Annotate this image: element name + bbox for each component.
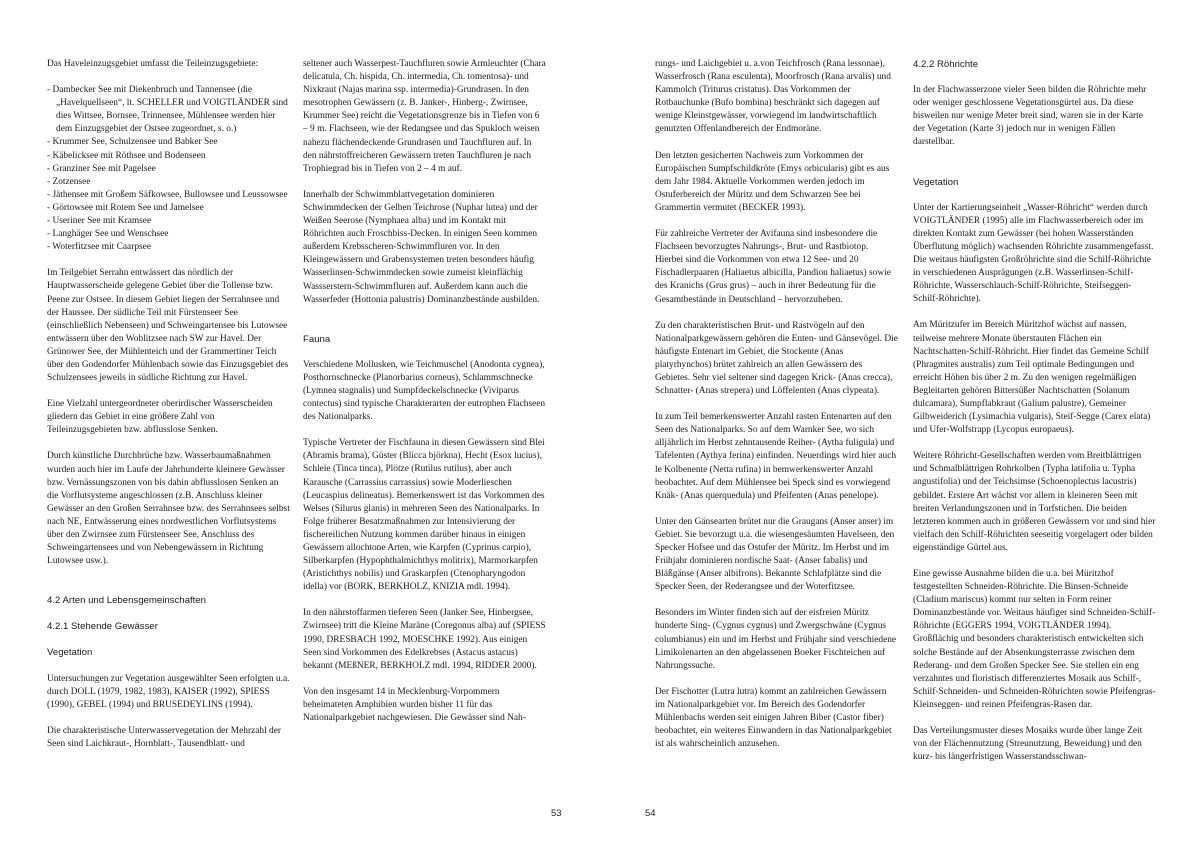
paragraph: Eine gewisse Ausnahme bilden die u.a. bei Müritzhof festgestellten Schneiden-Röhrichte. Die Binsen-Schneide (Cladium mariscus) kommt nur selten in Form reiner Dominanzbestände vor. Weitaus häufiger sind Schneiden-Schilf-Röhrichte (EGGERS 1994, VOIGTLÄNDER 1994). Großflächig und besonders charakteristisch entwickelten sich solche Bestände auf der Absenkungsterrasse zwischen dem Rederang- und dem Großen Specker See. Sie stellen ein eng verzahntes und floristisch differenziertes Mosaik aus Schilf-, Schilf-Schneiden- und Schneiden-Röhrichten sowie Pfeifengras-Kleinseggen- und reinen Pfeifengras-Rasen dar. bbox=[913, 569, 1156, 710]
paragraph: Für zahlreiche Vertreter der Avifauna sind insbesondere die Flachseen bevorzugtes Nahrungs-, Brut- und Rastbiotop. Hierbei sind die Vorkommen von etwa 12 See- und 20 Fischadlerpaaren (Haliaetus albicilla, Pandion haliaetus) sowie des Kranichs (Grus grus) – auch in ihrer Bedeutung für die Gesamtbestände in Deutschland – hervorzuheben. bbox=[655, 229, 891, 305]
paragraph: Das Haveleinzugsgebiet umfasst die Teileinzugsgebiete: bbox=[47, 59, 259, 69]
paragraph: Innerhalb der Schwimmblattvegetation dominieren Schwimmdecken der Gelben Teichrose (Nuphar lutea) und der Weißen Seerose (Nymphaea alba) und im Kontakt mit Röhrichten auch Froschbiss-Decken. In einigen Seen kommen außerdem Krebsscheren-Schwimmfluren vor. In den Kleingewässern und Grabensystemen treten besonders häufig Wasserlinsen-Schwimmdecken sowie zumeist kleinflächig Wassserstern-Schwimmfluren auf. Außerdem kann auch die Wasserfeder (Hottonia palustris) Dominanzbestände ausbilden. bbox=[303, 189, 540, 305]
list-item: - Krummer See, Schulzensee und Babker See bbox=[47, 137, 218, 148]
paragraph: Untersuchungen zur Vegetation ausgewählter Seen erfolgten u.a. durch DOLL (1979, 1982, 1983), KAISER (1992), SPIESS (1990), GEBEL (1994) und BRUSEDEYLINS (1994). bbox=[47, 673, 290, 710]
list-item: - Granziner See mit Pagelsee bbox=[47, 163, 156, 174]
paragraph: Besonders im Winter finden sich auf der eisfreien Müritz hunderte Sing- (Cygnus cygnus) und Zwergschwäne (Cygnus columbianus) ein und im Herbst und Frühjahr sind verschiedene Limikolenarten an den abgelassenen Boeker Fischteichen auf Nahrungssuche. bbox=[655, 608, 897, 671]
list-item: - Jäthensee mit Großem Säfkowsee, Bullowsee und Leussowsee bbox=[47, 189, 288, 200]
paragraph: Typische Vertreter der Fischfauna in diesen Gewässern sind Blei (Abramis brama), Güster (Blicca björkna), Hecht (Esox lucius), Schleie (Tinca tinca), Plötze (Rutilus rutilus), aber auch Karausche (Carrassius carrassius) sowie Moderlieschen (Leucaspius delineatus). Bemerkenswert ist das Vorkommen des Welses (Silurus glanis) in mehreren Seen des Nationalparks. In Folge früherer Besatzmaßnahmen zur Intensivierung der fischereilichen Nutzung kommen darüber hinaus in einigen Gewässern allochtone Arten, wie Karpfen (Cyprinus carpio), Silberkarpfen (Hypophthalmichthys molitrix), Marmorkarpfen (Aristichthys nobilis) und Graskarpfen (Ctenopharyngodon idella) vor (BORK, BERKHOLZ, KNIZIA mdl. 1994). bbox=[303, 438, 545, 593]
paragraph: Von den insgesamt 14 in Mecklenburg-Vorpommern beheimateten Amphibien wurden bisher 11 für das Nationalparkgebiet nachgewiesen. Die Gewässer sind Nah- bbox=[303, 686, 526, 724]
paragraph: In der Flachwasserzone vieler Seen bilden die Röhrichte mehr oder weniger geschlossene Vegetationsgürtel aus. Da diese bisweilen nur wenige Meter breit sind, waren sie in der Karte der Vegetation (Karte 3) jedoch nur in wenigen Fällen darstellbar. bbox=[913, 85, 1147, 148]
section-heading: 4.2 Arten und Lebensgemeinschaften bbox=[47, 595, 206, 607]
paragraph: Unter der Kartierungseinheit „Wasser-Röhricht“ werden durch VOIGTLÄNDER (1995) alle im Flachwasserbereich oder im direkten Kontakt zum Gewässer (bei hohen Wasserständen Überflutung möglich) wachsenden Röhrichte zusammengefasst. Die weitaus häufigsten Großröhrichte sind die Schilf-Röhrichte in verschiedenen Ausprägungen (z.B. Wasserlinsen-Schilf-Röhrichte, Wasserschlauch-Schilf-Röhrichte, Steifseggen-Schilf-Röhrichte). bbox=[913, 202, 1154, 305]
column-2 bbox=[303, 58, 546, 738]
subsection-heading: 4.2.1 Stehende Gewässer bbox=[47, 621, 158, 633]
paragraph: Verschiedene Mollusken, wie Teichmuschel (Anodonta cygnea), Posthornschnecke (Planorbarius corneus), Schlammschnecke (Lymnea stagnalis) und Sumpfdeckelschnecke (Viviparus contectus) sind typische Charakterarten der eutrophen Flachseen des Nationalparks. bbox=[303, 359, 546, 423]
paragraph: seltener auch Wasserpest-Tauchfluren sowie Armleuchter (Chara delicatula, Ch. hispida, Ch. intermedia, Ch. tomentosa)- und Nixkraut (Najas marina ssp. intermedia)-Grundrasen. In den mesotrophen Gewässern (z. B. Janker-, Hinberg-, Zwirnsee, Krummer See) reicht die Vegetationsgrenze bis in Tiefen von 6 – 9 m. Flachseen, wie der Redangsee und das Spukloch weisen nahezu flächendeckende Grundrasen und Tauchfluren auf. In den nährstoffreicheren Gewässern treten Tauchfluren je nach Trophiegrad bis in Tiefen von 2 – 4 m auf. bbox=[303, 59, 546, 174]
subsection-heading: 4.2.2 Röhrichte bbox=[913, 59, 979, 70]
list-item: - Dambecker See mit Diekenbruch und Tannensee (die „Havelquellseen“, lt. SCHELLER und VOIGTLÄNDER sind dies Wittsee, Bornsee, Trinnensee, Mühlensee werden hier dem Einzugsgebiet der Ostsee zugeordnet, s. o.) bbox=[47, 85, 288, 135]
list-item: - Langhäger See und Wenschsee bbox=[47, 229, 169, 240]
paragraph: In zum Teil bemerkenswerter Anzahl rasten Entenarten auf den Seen des Nationalparks. So auf dem Warnker See, wo sich alljährlich im Herbst zehntausende Reiher- (Aytha fuligula) und Tafelenten (Aythya ferina) einfinden. Neuerdings wird hier auch le Kolbenente (Netta rufina) in bemwerkenswerter Anzahl beobachtet. Auf dem Mühlensee bei Speck sind es vorwiegend Knäk- (Anas querquedula) und Pfeifenten (Anas penelope). bbox=[655, 412, 897, 501]
catchment-list bbox=[47, 84, 291, 254]
paragraph: Eine Vielzahl untergeordneter oberirdischer Wasserscheiden gliedern das Gebiet in eine größere Zahl von Teileinzugsgebieten bzw. abflusslose Senken. bbox=[47, 399, 273, 436]
list-item: - Woterfitzsee mit Caarpsee bbox=[47, 242, 151, 253]
subheading-fauna: Fauna bbox=[303, 333, 331, 345]
list-item: - Käbelicksee mit Röthsee und Bodenseen bbox=[47, 150, 206, 161]
paragraph: Zu den charakteristischen Brut- und Rastvögeln auf den Nationalparkgewässern gehören die Enten- und Gänsevögel. Die häufigste Entenart im Gebiet, die Stockente (Anas platyrhynchos) brütet zahlreich an allen Gewässern des Gebietes. Sehr viel seltener sind dagegen Krick- (Anas crecca), Schnatter- (Anas strepera) und Löffelenten (Anas clypeata). bbox=[655, 320, 898, 397]
paragraph: Im Teilgebiet Serrahn entwässert das nördlich der Hauptwasserscheide gelegene Gebiet über die Tollense bzw. Peene zur Ostsee. In diesem Gebiet liegen der Serrahnsee und der Haussee. Der südliche Teil mit Fürstenseer See (einschließlich Nebenseen) und Schweingartensee bis Lutowsee entwässern über den Woblitzsee nach SW zur Havel. Der Grünower See, der Mühlenteich und der Grammertiner Teich über den Godendorfer Mühlenbach sowie das Einzugsgebiet des Schulzensees jeweils in südliche Richtung zur Havel. bbox=[47, 268, 289, 384]
paragraph: Weitere Röhricht-Gesellschaften werden vom Breitblättrigen und Schmalblättrigen Rohrkolben (Typha latifolia u. Typha angustifolia) und der Teichsimse (Schoenoplectus lacustris) gebildet. Erstere Art wächst vor allem in kleineren Seen mit breiten Verlandungszonen und in Torfstichen. Die beiden letzteren kommen auch in größeren Gewässern vor und sind hier vielfach den Schilf-Röhrichten seeseitig vorgelagert oder bilden eigenständige Gürtel aus. bbox=[913, 451, 1156, 553]
paragraph: Durch künstliche Durchbrüche bzw. Wasserbaumaßnahmen wurden auch hier im Laufe der Jahrhunderte kleinere Gewässer bzw. Vernässungszonen von bis dahin abflusslosen Senken an die Vorflutsysteme angeschlossen (z.B. Anschluss kleiner Gewässer an den Großen Serrahnsee bzw. des Serrahnsees selbst nach NE, Entwässerung eines nordwestlichen Vorflutsystems über den Zwirnsee zum Fürstenseer See, Anschluss des Schweingartensees und von Nebengewässern in Richtung Lutowsee usw.). bbox=[47, 451, 290, 567]
paragraph: Die charakteristische Unterwasservegetation der Mehrzahl der Seen sind Laichkraut-, Hornblatt-, Tausendblatt- und bbox=[47, 725, 282, 749]
paragraph: rungs- und Laichgebiet u. a.von Teichfrosch (Rana lessonae), Wasserfrosch (Rana esculenta), Moorfrosch (Rana arvalis) und Kammolch (Triturus cristatus). Das Vorkommen der Rotbauchunke (Bufo bombina) beschränkt sich dagegen auf wenige Kleinstgewässer, vorwiegend im landwirtschaftlich genutzten Offenlandbereich der Endmoräne. bbox=[655, 59, 891, 135]
column-1 bbox=[47, 58, 291, 764]
paragraph: In den nährstoffarmen tieferen Seen (Janker See, Hinbergsee, Zwirnsee) tritt die Kleine Maräne (Coregonus alba) auf (SPIESS 1990, DRESBACH 1992, MOESCHKE 1992). Aus einigen Seen sind Vorkommen des Edelkrebses (Astacus astacus) bekannt (MEßNER, BERKHOLZ mdl. 1994, RIDDER 2000). bbox=[303, 608, 546, 671]
paragraph: Den letzten gesicherten Nachweis zum Vorkommen der Europäischen Sumpfschildkröte (Emys orbicularis) gibt es aus dem Jahr 1984. Aktuelle Vorkommen werden jedoch im Ostuferbereich der Müritz und dem Schwarzen See bei Grammertin vermutet (BECKER 1993). bbox=[655, 150, 890, 213]
list-item: - Görtowsee mit Rotem See und Jamelsee bbox=[47, 202, 204, 213]
list-item: - Useriner See mit Kramsee bbox=[47, 216, 152, 227]
column-4 bbox=[913, 58, 1156, 777]
column-3 bbox=[655, 58, 898, 764]
page-number-right: 54 bbox=[645, 807, 656, 818]
subheading-vegetation: Vegetation bbox=[913, 176, 959, 188]
subheading-vegetation: Vegetation bbox=[47, 647, 93, 659]
paragraph: Der Fischotter (Lutra lutra) kommt an zahlreichen Gewässern im Nationalparkgebiet vor. Im Bereich des Godendorfer Mühlenbachs werden seit einigen Jahren Biber (Castor fiber) beobachtet, ein weiteres Einwandern in das Nationalparkgebiet ist als wahrscheinlich anzusehen. bbox=[655, 686, 892, 750]
paragraph: Das Verteilungsmuster dieses Mosaiks wurde über lange Zeit von der Flächennutzung (Streunutzung, Beweidung) und den kurz- bis längerfristigen Wasserstandsschwan- bbox=[913, 726, 1143, 763]
list-item: - Zotzensee bbox=[47, 176, 91, 187]
paragraph: Unter den Gänsearten brütet nur die Graugans (Anser anser) im Gebiet. Sie bevorzugt u.a. die wiesengesäumten Havelseen, den Specker Hofsee und das Ostufer der Müritz. Im Herbst und im Frühjahr dominieren nordische Saat- (Anser fabalis) und Bläßgänse (Anser albifrons). Bekannte Schlafplätze sind die Specker Seen, der Rederangsee und der Woterfitzsee. bbox=[655, 516, 895, 593]
paragraph: Am Müritzufer im Bereich Müritzhof wächst auf nassen, teilweise mehrere Monate überstauten Flächen ein Nachtschatten-Schilf-Röhricht. Hier findet das Gemeine Schilf (Phragmites australis) zum Teil optimale Bedingungen und erreicht Höhen bis über 2 m. Zu den wenigen regelmäßigen Begleitarten gehören Bittersüßer Nachtschatten (Solanum dulcamara), Sumpflabkraut (Galium palustre), Gemeiner Gilbweiderich (Lysimachia vulgaris), Steif-Segge (Carex elata) und Ufer-Wolfstrapp (Lycopus europaeus). bbox=[913, 320, 1151, 436]
page-number-left: 53 bbox=[551, 807, 562, 818]
